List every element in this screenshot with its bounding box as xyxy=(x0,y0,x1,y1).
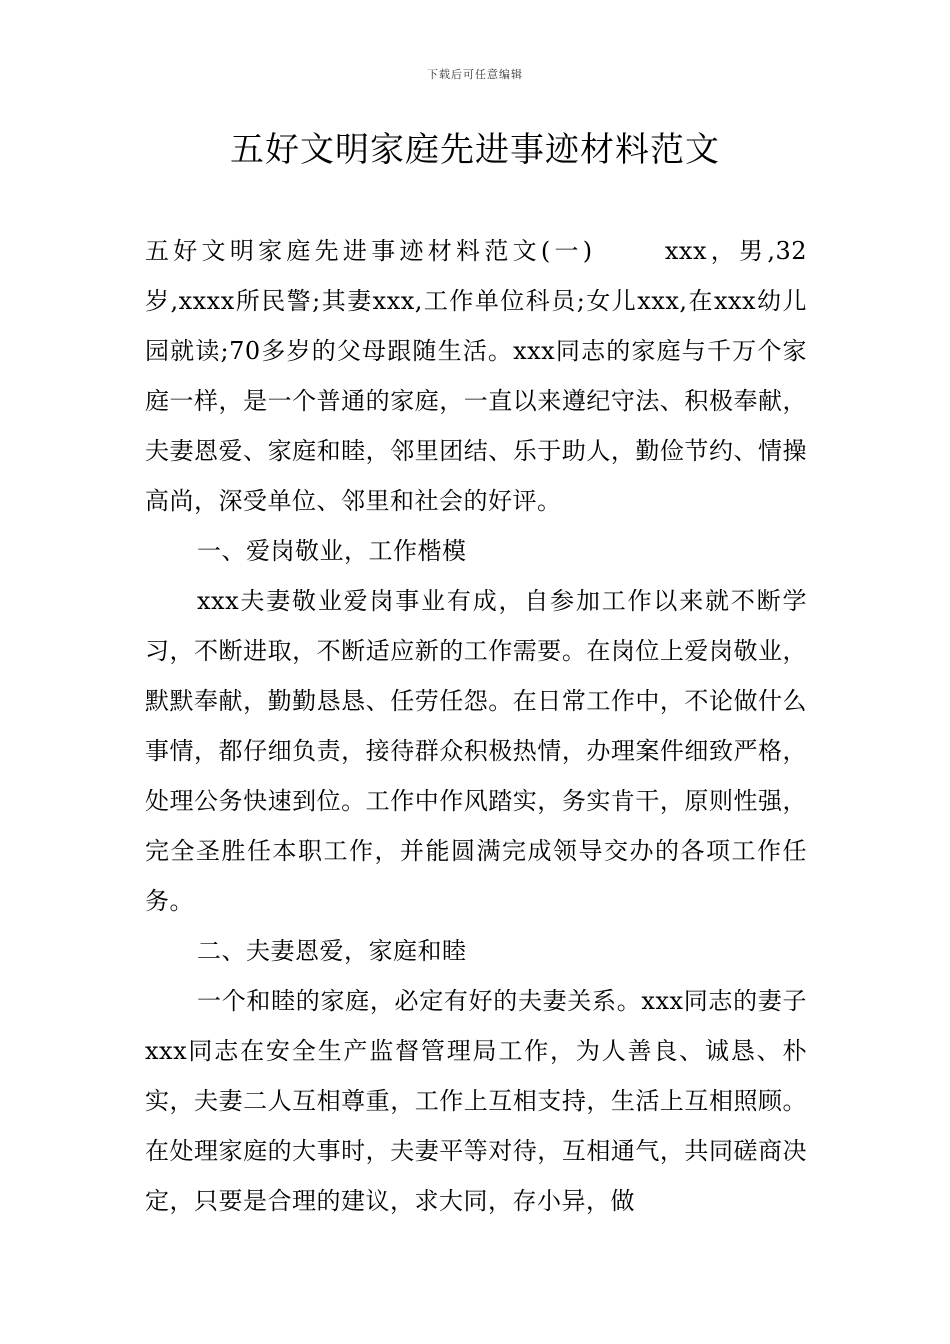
document-title: 五好文明家庭先进事迹材料范文 xyxy=(230,130,720,170)
section-heading-1: 一、爱岗敬业，工作楷模 xyxy=(197,537,467,565)
section-heading-2: 二、夫妻恩爱，家庭和睦 xyxy=(197,937,467,965)
paragraph-section-2: 一个和睦的家庭，必定有好的夫妻关系。xxx同志的妻子xxx同志在安全生产监督管理局工作，为人善良、诚恳、朴实，夫妻二人互相尊重，工作上互相支持，生活上互相照顾。在处理家庭的大事时，夫妻平等对待，互相通气，共同磋商决定，只要是合理的建议，求大同，存小异，做 xyxy=(145,987,807,1215)
paragraph-section-1: xxx夫妻敬业爱岗事业有成，自参加工作以来就不断学习，不断进取，不断适应新的工作需要。在岗位上爱岗敬业，默默奉献，勤勤恳恳、任劳任怨。在日常工作中，不论做什么事情，都仔细负责，接待群众积极热情，办理案件细致严格，处理公务快速到位。工作中作风踏实，务实肯干，原则性强，完全圣胜任本职工作，并能圆满完成领导交办的各项工作任务。 xyxy=(145,587,807,915)
document-body xyxy=(145,226,807,1226)
header-note: 下载后可任意编辑 xyxy=(427,68,523,81)
paragraph-intro: 五好文明家庭先进事迹材料范文(一) xxx，男,32岁,xxxx所民警;其妻xxx,工作单位科员;女儿xxx,在xxx幼儿园就读;70多岁的父母跟随生活。xxx同志的家庭与千万个家庭一样，是一个普通的家庭，一直以来遵纪守法、积极奉献，夫妻恩爱、家庭和睦，邻里团结、乐于助人，勤俭节约、情操高尚，深受单位、邻里和社会的好评。 xyxy=(145,237,807,515)
